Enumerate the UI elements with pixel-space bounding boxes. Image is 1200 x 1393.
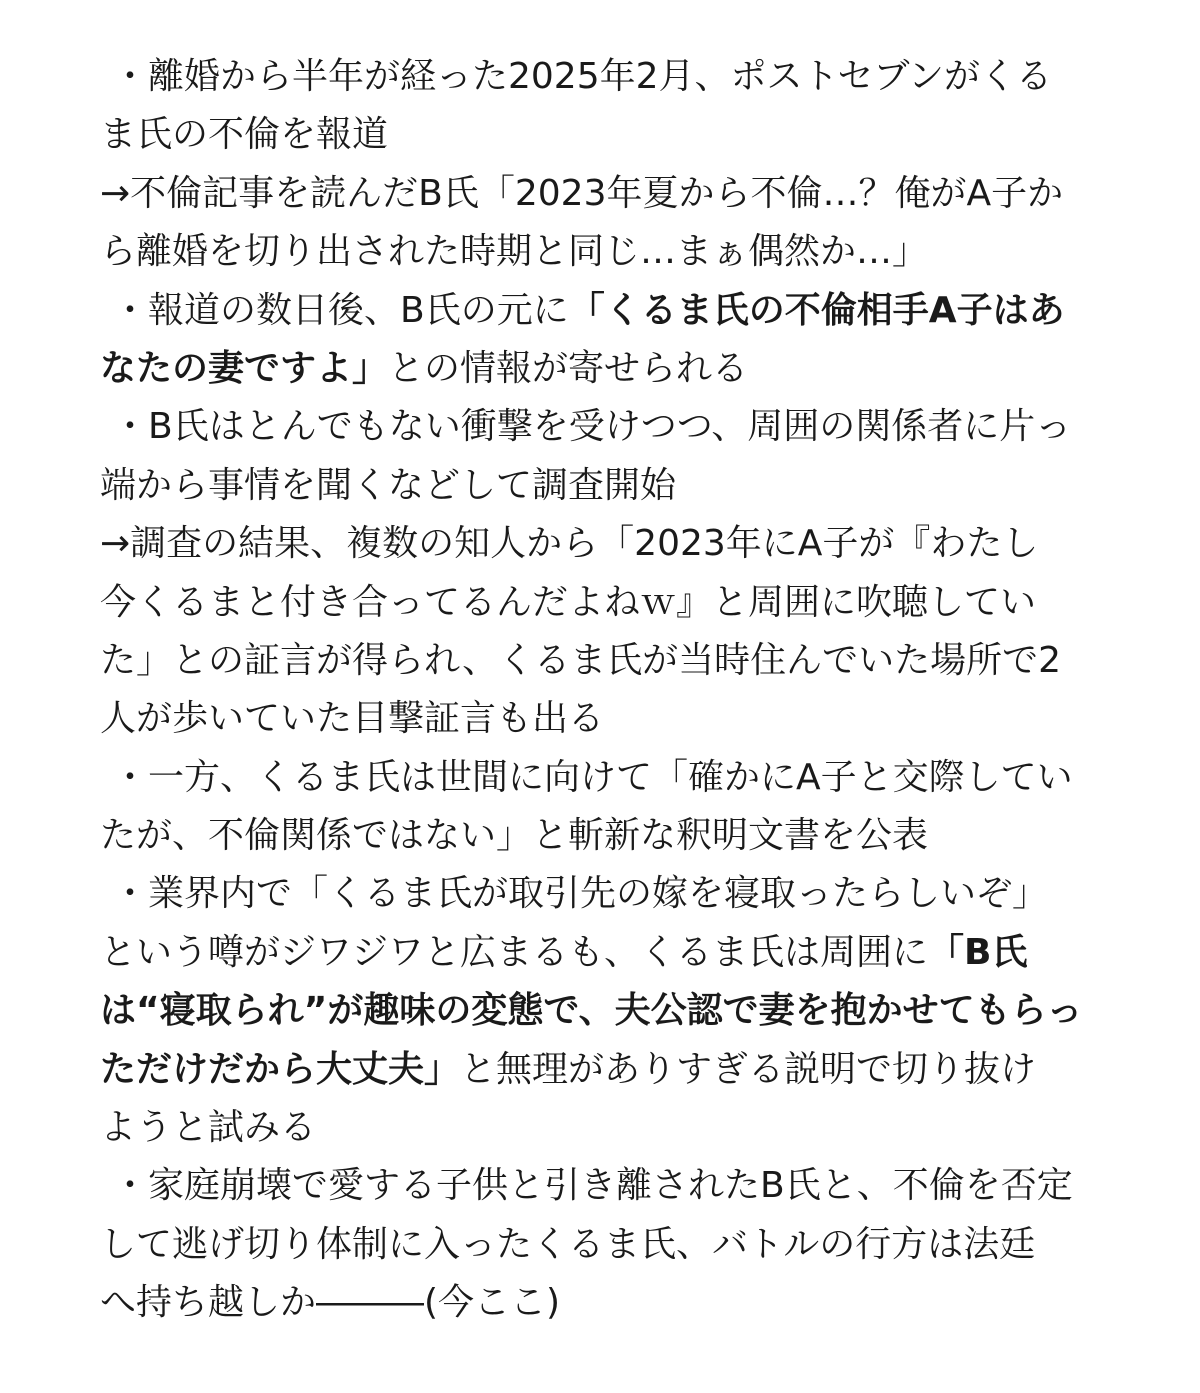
text-segment: して逃げ切り体制に入ったくるま氏、バトルの行方は法廷 — [100, 1223, 1036, 1265]
text-line — [100, 223, 1142, 281]
text-segment: →不倫記事を読んだB氏「2023年夏から不倫…？俺がA子か — [100, 172, 1064, 214]
text-segment: ・家庭崩壊で愛する子供と引き離されたB氏と、不倫を否定 — [112, 1165, 1073, 1207]
text-segment: ・業界内で「くるま氏が取引先の嫁を寝取ったらしいぞ」 — [112, 873, 1049, 915]
text-segment: と無理がありすぎる説明で切り抜け — [460, 1048, 1037, 1090]
text-segment: ・一方、くるま氏は世間に向けて「確かにA子と交際してい — [112, 756, 1073, 798]
text-line — [100, 1041, 1142, 1099]
text-line — [100, 282, 1142, 340]
text-line — [100, 48, 1142, 106]
text-line — [100, 1274, 1142, 1332]
text-segment: ま氏の不倫を報道 — [100, 114, 389, 156]
text-line — [100, 574, 1142, 632]
text-segment: 端から事情を聞くなどして調査開始 — [100, 464, 677, 506]
text-segment: 人が歩いていた目撃証言も出る — [100, 698, 605, 740]
text-line — [100, 924, 1142, 982]
text-segment: →調査の結果、複数の知人から「2023年にA子が『わたし — [100, 523, 1039, 565]
text-line — [100, 165, 1142, 223]
text-segment: ら離婚を切り出された時期と同じ…まぁ偶然か…」 — [100, 231, 929, 273]
text-line — [100, 398, 1142, 456]
text-line — [100, 106, 1142, 164]
text-segment: ・B氏はとんでもない衝撃を受けつつ、周囲の関係者に片っ — [112, 406, 1072, 448]
bold-text-segment: は“寝取られ”が趣味の変態で、夫公認で妻を抱かせてもらっ — [100, 990, 1083, 1032]
text-line — [100, 457, 1142, 515]
bold-text-segment: 「B氏 — [928, 931, 1028, 973]
text-segment: ようと試みる — [100, 1107, 317, 1149]
text-line — [100, 807, 1142, 865]
text-line — [100, 865, 1142, 923]
text-line — [100, 1157, 1142, 1215]
text-segment: という噂がジワジワと広まるも、くるま氏は周囲に — [100, 931, 929, 973]
bold-text-segment: なたの妻ですよ」 — [100, 347, 389, 389]
text-line — [100, 515, 1142, 573]
text-line — [100, 982, 1142, 1040]
text-line — [100, 1099, 1142, 1157]
text-segment: たが、不倫関係ではない」と斬新な釈明文書を公表 — [100, 815, 929, 857]
text-segment: ・離婚から半年が経った2025年2月、ポストセブンがくる — [112, 56, 1053, 97]
text-segment: へ持ち越しか―――(今ここ) — [100, 1282, 561, 1324]
text-segment: との情報が寄せられる — [388, 347, 749, 389]
text-line — [100, 690, 1142, 748]
text-line — [100, 340, 1142, 398]
text-line — [100, 632, 1142, 690]
text-segment: 今くるまと付き合ってるんだよねｗ』と周囲に吹聴してい — [100, 581, 1037, 623]
text-line — [100, 749, 1142, 807]
bold-text-segment: ただけだから大丈夫」 — [100, 1048, 461, 1090]
bold-text-segment: 「くるま氏の不倫相手A子はあ — [568, 289, 1065, 331]
text-segment: ・報道の数日後、B氏の元に — [112, 289, 569, 331]
text-segment: た」との証言が得られ、くるま氏が当時住んでいた場所で2 — [100, 639, 1062, 681]
text-line — [100, 1216, 1142, 1274]
